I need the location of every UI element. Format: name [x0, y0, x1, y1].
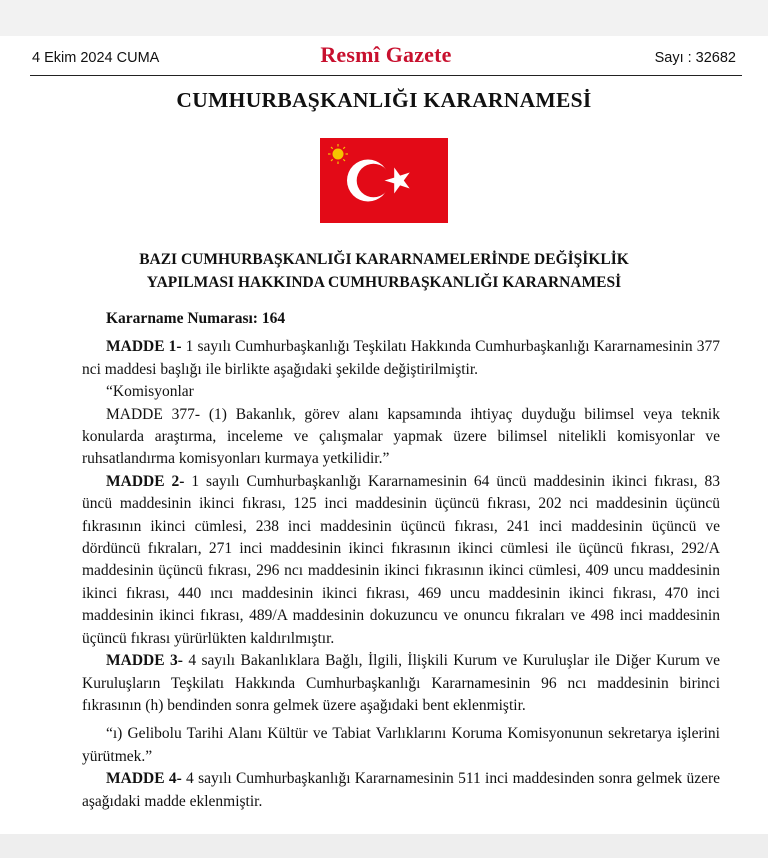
article-4	[82, 768, 720, 813]
article-1-quote-heading: “Komisyonlar	[106, 383, 194, 401]
gazette-title: Resmî Gazete	[320, 42, 452, 67]
emblem-sun	[333, 149, 344, 160]
article-2	[82, 471, 720, 650]
decree-title-line-1: BAZI CUMHURBAŞKANLIĞI KARARNAMELERİNDE DEĞİŞİKLİK	[139, 251, 629, 268]
article-1-label: MADDE 1-	[106, 338, 182, 356]
bottom-margin-strip	[0, 834, 768, 858]
article-1-quote: MADDE 377- (1) Bakanlık, görev alanı kapsamında ihtiyaç duyduğu bilimsel veya teknik konularda araştırma, inceleme ve çalışmalar yapmak üzere bilimsel nitelikli komisyonlar ve ruhsatlandırma komisyonları kurmaya yetkilidir.”	[82, 405, 720, 468]
turkish-flag-icon	[320, 138, 448, 223]
top-margin-strip	[0, 0, 768, 36]
masthead	[30, 42, 742, 76]
document-type-heading: CUMHURBAŞKANLIĞI KARARNAMESİ	[176, 88, 592, 112]
decree-number: Kararname Numarası: 164	[106, 310, 286, 327]
article-1-text: 1 sayılı Cumhurbaşkanlığı Teşkilatı Hakkında Cumhurbaşkanlığı Kararnamesinin 377 nci maddesi başlığı ile birlikte aşağıdaki şekilde değiştirilmiştir.	[82, 338, 721, 378]
article-4-text: 4 sayılı Cumhurbaşkanlığı Kararnamesinin 511 inci maddesinden sonra gelmek üzere aşağıdaki madde eklenmiştir.	[82, 770, 721, 810]
issue-number: Sayı : 32682	[654, 50, 736, 66]
article-4-label: MADDE 4-	[106, 770, 182, 788]
article-3-quote: “ı) Gelibolu Tarihi Alanı Kültür ve Tabiat Varlıklarını Koruma Komisyonunun sekretarya işlerini yürütmek.”	[82, 725, 720, 765]
article-3-text: 4 sayılı Bakanlıklara Bağlı, İlgili, İlişkili Kurum ve Kuruluşlar ile Diğer Kurum ve Kuruluşların Teşkilatı Hakkında Cumhurbaşkanlığı Kararnamesinin 96 ncı maddesinin birinci fıkrasının (h) bendinden sonra gelmek üzere aşağıdaki bent eklenmiştir.	[82, 652, 720, 714]
decree-title-line-2: YAPILMASI HAKKINDA CUMHURBAŞKANLIĞI KARARNAMESİ	[146, 274, 622, 291]
article-1	[82, 336, 720, 381]
article-2-label: MADDE 2-	[106, 472, 185, 490]
decree-title	[0, 248, 768, 294]
article-2-text: 1 sayılı Cumhurbaşkanlığı Kararnamesinin 64 üncü maddesinin ikinci fıkrası, 83 üncü maddesinin ikinci fıkrası, 125 inci maddesinin üçüncü fıkrası, 202 nci maddesinin üçüncü fıkrasının ikinci cümlesi, 238 inci maddesinin üçüncü fıkrası, 241 inci maddesinin üçüncü ve dördüncü fıkraları, 271 inci maddesinin ikinci fıkrasının ikinci cümlesi ile üçüncü fıkrası, 292/A maddesinin üçüncü fıkrası, 296 ncı maddesinin ikinci fıkrasının ikinci cümlesi, 409 uncu maddesinin ikinci fıkrası, 440 ıncı maddesinin ikinci fıkrası, 469 uncu maddesinin ikinci fıkrası, 470 inci maddesinin ikinci fıkrası, 489/A maddesinin dokuzuncu ve onuncu fıkraları ve 498 inci maddesinin üçüncü fıkrası yürürlükten kaldırılmıştır.	[82, 472, 720, 647]
masthead-divider	[30, 75, 742, 76]
article-3	[82, 650, 720, 717]
decree-body	[82, 308, 720, 813]
issue-date: 4 Ekim 2024 CUMA	[32, 50, 160, 66]
article-3-label: MADDE 3-	[106, 652, 183, 670]
